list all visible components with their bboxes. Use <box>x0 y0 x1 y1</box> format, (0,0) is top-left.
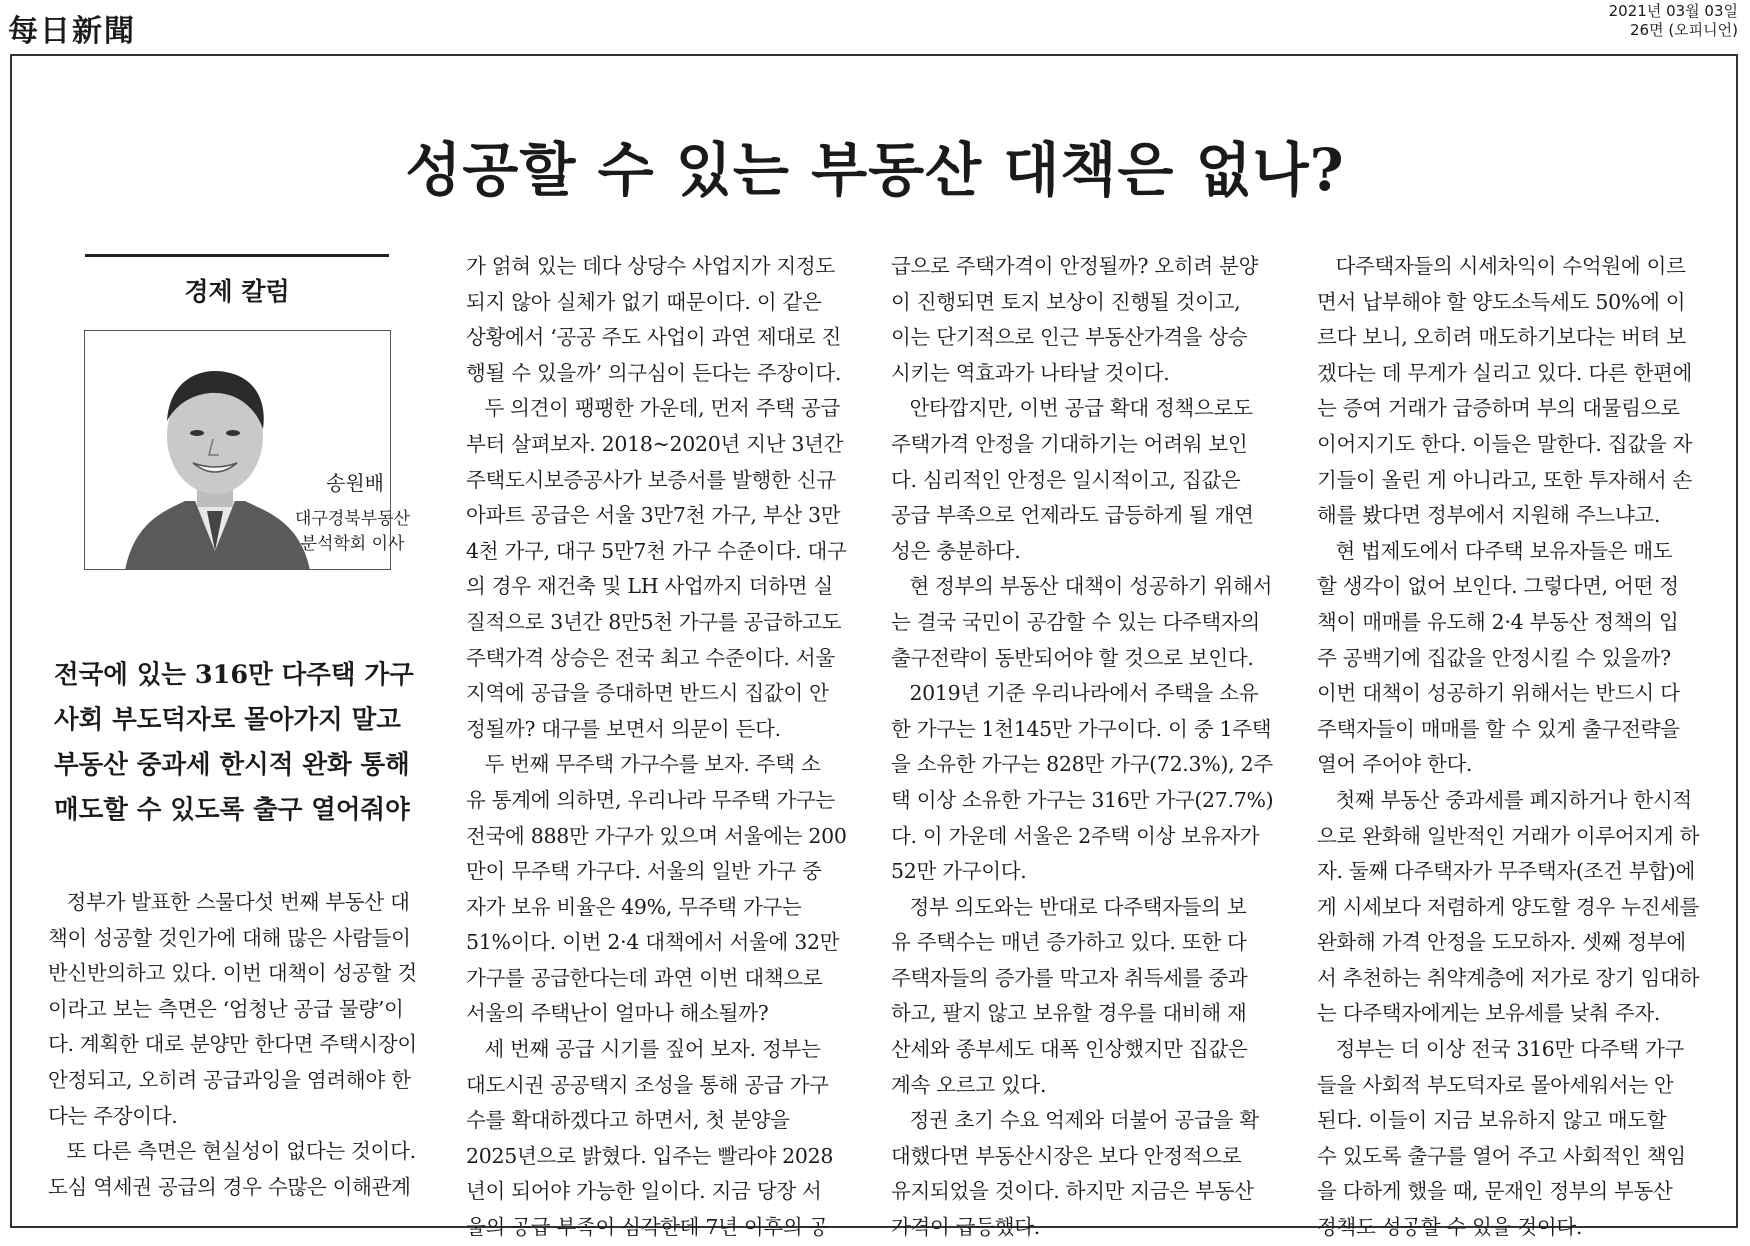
body-text-line: 세 번째 공급 시기를 짚어 보자. 정부는 <box>484 1037 821 1062</box>
body-text-line: 대도시권 공공택지 조성을 통해 공급 가구 <box>466 1072 829 1097</box>
body-text-line: 책이 성공할 것인가에 대해 많은 사람들이 <box>48 925 411 950</box>
body-text-line: 서 추천하는 취약계층에 저가로 장기 임대하 <box>1317 965 1700 990</box>
body-text-line: 공급 부족으로 언제라도 급등하게 될 개연 <box>891 503 1254 528</box>
subhead-line: 사회 부도덕자로 몰아가지 말고 <box>54 705 401 735</box>
body-text-line: 다주택자들의 시세차익이 수억원에 이르 <box>1335 254 1686 278</box>
body-text-line: 을 다하게 했을 때, 문재인 정부의 부동산 <box>1317 1179 1673 1204</box>
body-text-line: 가 얽혀 있는 데다 상당수 사업지가 지정도 <box>466 254 835 278</box>
body-text-line: 정부 의도와는 반대로 다주택자들의 보 <box>909 894 1247 919</box>
article-headline: 성공할 수 있는 부동산 대책은 없나? <box>405 136 1345 204</box>
body-text-line: 주택도시보증공사가 보증서를 발행한 신규 <box>466 467 836 492</box>
body-text-line: 서울의 주택난이 얼마나 해소될까? <box>466 1001 769 1026</box>
body-text-line: 도심 역세권 공급의 경우 수많은 이해관계 <box>48 1174 411 1199</box>
body-column-1 <box>48 885 430 1205</box>
body-text-line: 면서 납부해야 할 양도소득세도 50%에 이 <box>1317 289 1686 314</box>
body-text-line: 52만 가구이다. <box>891 859 1027 884</box>
newspaper-masthead: 每日新聞 <box>8 14 136 49</box>
subhead-line: 부동산 중과세 한시적 완화 통해 <box>54 750 410 780</box>
body-text-line: 들을 사회적 부도덕자로 몰아세워서는 안 <box>1317 1072 1674 1097</box>
body-text-line: 의 경우 재건축 및 LH 사업까지 더하면 실 <box>466 574 833 599</box>
body-text-line: 되지 않아 실체가 없기 때문이다. 이 같은 <box>466 289 822 314</box>
body-text-line: 주택가격 안정을 기대하기는 어려워 보인 <box>891 431 1248 456</box>
body-text-line: 이는 단기적으로 인근 부동산가격을 상승 <box>891 325 1248 350</box>
body-text-line: 수를 확대하겠다고 하면서, 첫 분양을 <box>466 1108 790 1133</box>
body-text-line: 다. 심리적인 안정은 일시적이고, 집값은 <box>891 467 1241 492</box>
body-text-line: 완화해 가격 안정을 도모하자. 셋째 정부에 <box>1317 930 1686 955</box>
body-text-line: 정부가 발표한 스물다섯 번째 부동산 대 <box>66 890 410 914</box>
body-text-line: 지역에 공급을 증대하면 반드시 집값이 안 <box>466 681 829 706</box>
body-text-line: 겠다는 데 무게가 실리고 있다. 다른 한편에 <box>1317 360 1693 385</box>
body-text-line: 르다 보니, 오히려 매도하기보다는 버텨 보 <box>1317 325 1686 350</box>
body-text-line: 상황에서 ‘공공 주도 사업이 과연 제대로 진 <box>466 325 842 350</box>
body-text-line: 된다. 이들이 지금 보유하지 않고 매도할 <box>1317 1108 1667 1133</box>
body-text-line: 주 공백기에 집값을 안정시킬 수 있을까? <box>1317 645 1671 670</box>
author-title <box>235 507 470 557</box>
body-text-line: 수 있도록 출구를 열어 주고 사회적인 책임 <box>1317 1143 1686 1168</box>
page-info <box>1609 2 1738 40</box>
body-text-line: 이라고 보는 측면은 ‘엄청난 공급 물량’이 <box>48 996 404 1021</box>
body-text-line: 한 가구는 1천145만 가구이다. 이 중 1주택 <box>891 716 1272 741</box>
body-text-line: 시키는 역효과가 나타날 것이다. <box>891 360 1170 385</box>
body-text-line: 가구를 공급한다는데 과연 이번 대책으로 <box>466 965 823 990</box>
body-text-line: 는 결국 국민이 공감할 수 있는 다주택자의 <box>891 609 1260 634</box>
author-name: 송원배 <box>326 471 384 495</box>
body-text-line: 계속 오르고 있다. <box>891 1072 1047 1097</box>
publication-date: 2021년 03월 03일 <box>1608 2 1738 20</box>
body-text-line: 유 통계에 의하면, 우리나라 무주택 가구는 <box>466 787 835 812</box>
body-text-line: 열어 주어야 한다. <box>1317 752 1473 777</box>
body-text-line: 2025년으로 밝혔다. 입주는 빨라야 2028 <box>466 1143 834 1168</box>
body-text-line: 이번 대책이 성공하기 위해서는 반드시 다 <box>1317 681 1680 706</box>
body-text-line: 책이 매매를 유도해 2·4 부동산 정책의 입 <box>1317 609 1679 634</box>
body-text-line: 질적으로 3년간 8만5천 가구를 공급하고도 <box>466 609 842 634</box>
body-text-line: 대했다면 부동산시장은 보다 안정적으로 <box>891 1143 1242 1168</box>
body-text-line: 안정되고, 오히려 공급과잉을 염려해야 한 <box>48 1067 411 1092</box>
body-text-line: 현 법제도에서 다주택 보유자들은 매도 <box>1335 538 1673 563</box>
body-text-line: 자가 보유 비율은 49%, 무주택 가구는 <box>466 894 802 919</box>
body-text-line: 4천 가구, 대구 5만7천 가구 수준이다. 대구 <box>466 538 847 563</box>
body-text-line: 년이 되어야 가능한 일이다. 지금 당장 서 <box>466 1179 822 1204</box>
body-text-line: 게 시세보다 저렴하게 양도할 경우 누진세를 <box>1317 894 1700 919</box>
body-text-line: 다. 이 가운데 서울은 2주택 이상 보유자가 <box>891 823 1260 848</box>
author-title-line: 분석학회 이사 <box>300 534 405 554</box>
body-text-line: 이어지기도 한다. 이들은 말한다. 집값을 자 <box>1317 431 1693 456</box>
body-text-line: 주택자들이 매매를 할 수 있게 출구전략을 <box>1317 716 1680 741</box>
body-text-line: 급으로 주택가격이 안정될까? 오히려 분양 <box>891 254 1259 278</box>
page-section: 26면 (오피니언) <box>1629 21 1738 39</box>
body-text-line: 할 생각이 없어 보인다. 그렇다면, 어떤 정 <box>1317 574 1679 599</box>
body-text-line: 는 증여 거래가 급증하며 부의 대물림으로 <box>1317 396 1680 421</box>
body-text-line: 정책도 성공할 수 있을 것이다. <box>1317 1215 1583 1240</box>
body-text-line: 부터 살펴보자. 2018~2020년 지난 3년간 <box>466 431 844 456</box>
body-text-line: 다. 계획한 대로 분양만 한다면 주택시장이 <box>48 1032 417 1057</box>
body-text-line: 2019년 기준 우리나라에서 주택을 소유 <box>909 681 1259 706</box>
body-column-3 <box>891 249 1286 1246</box>
body-text-line: 정부는 더 이상 전국 316만 다주택 가구 <box>1335 1037 1685 1062</box>
body-text-line: 출구전략이 동반되어야 할 것으로 보인다. <box>891 645 1254 670</box>
article-subheads <box>54 653 414 833</box>
body-text-line: 전국에 888만 가구가 있으며 서울에는 200 <box>466 823 847 848</box>
body-text-line: 아파트 공급은 서울 3만7천 가구, 부산 3만 <box>466 503 841 528</box>
body-text-line: 을 소유한 가구는 828만 가구(72.3%), 2주 <box>891 752 1273 777</box>
author-title-line: 대구경북부동산 <box>295 509 410 529</box>
body-column-4 <box>1317 249 1712 1246</box>
body-text-line: 다는 주장이다. <box>48 1103 178 1128</box>
body-text-line: 정될까? 대구를 보면서 의문이 든다. <box>466 716 781 741</box>
body-text-line: 택 이상 소유한 가구는 316만 가구(27.7%) <box>891 787 1274 812</box>
body-text-line: 해를 봤다면 정부에서 지원해 주느냐고. <box>1317 503 1661 528</box>
body-text-line: 두 의견이 팽팽한 가운데, 먼저 주택 공급 <box>484 396 840 421</box>
subhead-line: 매도할 수 있도록 출구 열어줘야 <box>54 795 410 825</box>
body-text-line: 울의 공급 부족이 심각한데 7년 이후의 공 <box>466 1215 829 1240</box>
body-text-line: 유지되었을 것이다. 하지만 지금은 부동산 <box>891 1179 1254 1204</box>
body-text-line: 만이 무주택 가구다. 서울의 일반 가구 중 <box>466 859 822 884</box>
body-text-line: 주택가격 상승은 전국 최고 수준이다. 서울 <box>466 645 835 670</box>
body-text-line: 행될 수 있을까’ 의구심이 든다는 주장이다. <box>466 360 842 385</box>
column-top-rule <box>85 254 389 257</box>
body-text-line: 또 다른 측면은 현실성이 없다는 것이다. <box>66 1139 416 1164</box>
body-text-line: 산세와 종부세도 대폭 인상했지만 집값은 <box>891 1037 1248 1062</box>
subhead-line: 전국에 있는 316만 다주택 가구 <box>54 660 414 690</box>
author-profile-box <box>84 330 410 570</box>
body-text-line: 두 번째 무주택 가구수를 보자. 주택 소 <box>484 752 821 777</box>
body-text-line: 안타깝지만, 이번 공급 확대 정책으로도 <box>909 396 1253 421</box>
column-label: 경제 칼럼 <box>184 277 290 306</box>
body-text-line: 자. 둘째 다주택자가 무주택자(조건 부합)에 <box>1317 859 1696 884</box>
body-text-line: 는 다주택자에게는 보유세를 낮춰 주자. <box>1317 1001 1661 1026</box>
body-text-line: 기들이 올린 게 아니라고, 또한 투자해서 손 <box>1317 467 1693 492</box>
body-text-line: 가격이 급등했다. <box>891 1215 1040 1240</box>
body-column-2 <box>466 249 848 1246</box>
body-text-line: 첫째 부동산 중과세를 폐지하거나 한시적 <box>1335 787 1692 812</box>
body-text-line: 성은 충분하다. <box>891 538 1021 563</box>
body-text-line: 주택자들의 증가를 막고자 취득세를 중과 <box>891 965 1248 990</box>
body-text-line: 반신반의하고 있다. 이번 대책이 성공할 것 <box>48 961 417 986</box>
body-text-line: 현 정부의 부동산 대책이 성공하기 위해서 <box>909 574 1273 599</box>
body-text-line: 유 주택수는 매년 증가하고 있다. 또한 다 <box>891 930 1247 955</box>
body-text-line: 51%이다. 이번 2·4 대책에서 서울에 32만 <box>466 930 840 955</box>
body-text-line: 이 진행되면 토지 보상이 진행될 것이고, <box>891 289 1241 314</box>
body-text-line: 하고, 팔지 않고 보유할 경우를 대비해 재 <box>891 1001 1247 1026</box>
body-text-line: 정권 초기 수요 억제와 더불어 공급을 확 <box>909 1108 1259 1133</box>
body-text-line: 으로 완화해 일반적인 거래가 이루어지게 하 <box>1317 823 1700 848</box>
